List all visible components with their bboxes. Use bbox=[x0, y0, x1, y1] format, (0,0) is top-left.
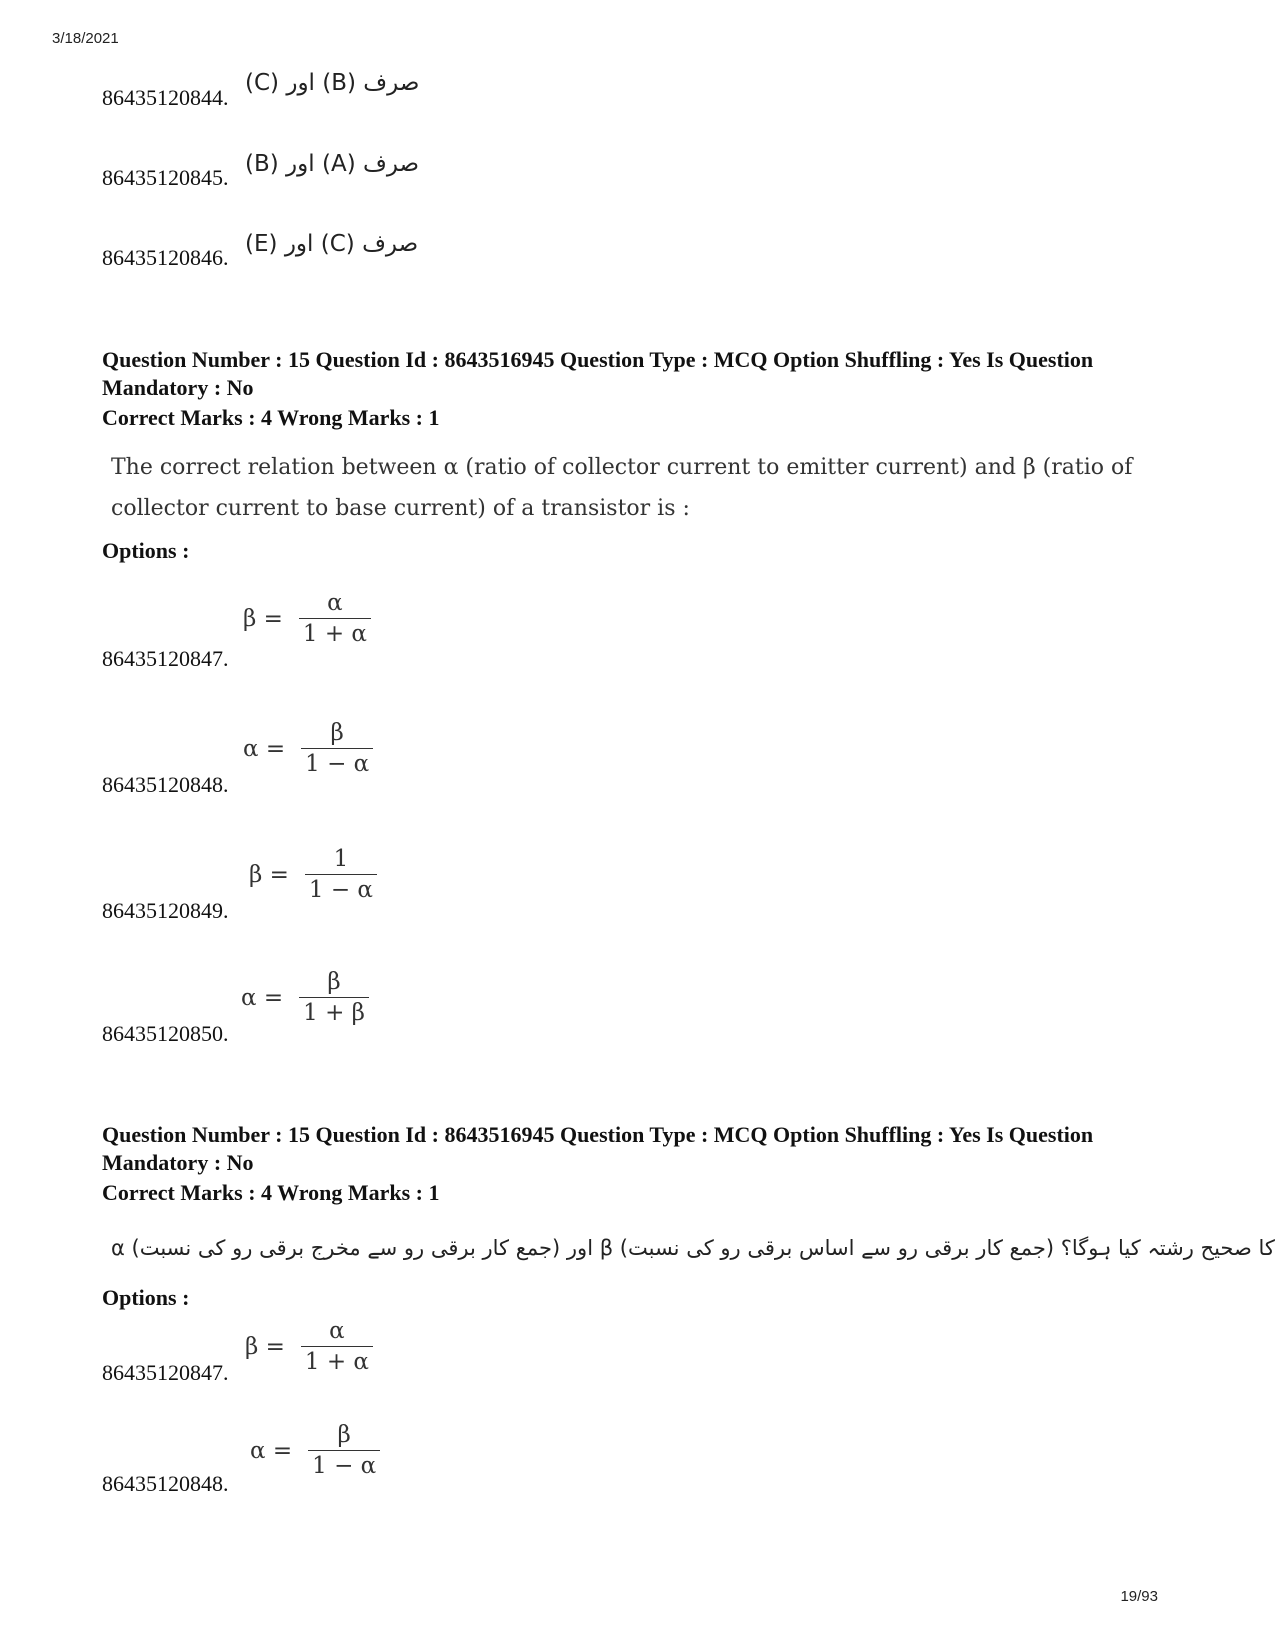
fraction-denominator: 1 − α bbox=[301, 748, 373, 777]
option-text: صرف (B) اور (C) bbox=[245, 70, 420, 96]
option-id: 86435120846. bbox=[102, 245, 229, 270]
option-formula bbox=[245, 1318, 373, 1375]
option-id: 86435120845. bbox=[102, 165, 229, 190]
fraction bbox=[299, 969, 369, 1026]
fraction bbox=[305, 846, 377, 903]
fraction bbox=[301, 1318, 373, 1375]
fraction-numerator: β bbox=[337, 1422, 351, 1448]
option-formula bbox=[249, 846, 377, 903]
fraction bbox=[301, 720, 373, 777]
question-header: Question Number : 15 Question Id : 8643516945 Question Type : MCQ Option Shuffling : Yes Is Question Mandatory : No bbox=[102, 1122, 1094, 1175]
option-text: صرف (C) اور (E) bbox=[245, 231, 419, 257]
fraction-denominator: 1 − α bbox=[305, 874, 377, 903]
option-formula bbox=[243, 720, 373, 777]
fraction bbox=[299, 590, 371, 647]
question-header: Question Number : 15 Question Id : 8643516945 Question Type : MCQ Option Shuffling : Yes Is Question Mandatory : No bbox=[102, 347, 1094, 400]
fraction-denominator: 1 + α bbox=[301, 1346, 373, 1375]
option-text: صرف (A) اور (B) bbox=[245, 151, 420, 177]
option-id: 86435120847. bbox=[102, 646, 229, 671]
question-marks: Correct Marks : 4 Wrong Marks : 1 bbox=[102, 1180, 440, 1205]
option-id: 86435120849. bbox=[102, 898, 229, 923]
formula-lhs: α = bbox=[241, 984, 284, 1011]
fraction-numerator: α bbox=[327, 590, 343, 616]
option-id: 86435120848. bbox=[102, 772, 229, 797]
formula-lhs: α = bbox=[243, 735, 286, 762]
fraction-numerator: β bbox=[327, 969, 341, 995]
fraction-numerator: α bbox=[329, 1318, 345, 1344]
fraction bbox=[308, 1422, 380, 1479]
page-number: 19/93 bbox=[1120, 1588, 1158, 1605]
option-formula bbox=[250, 1422, 380, 1479]
formula-lhs: β = bbox=[249, 861, 289, 888]
formula-lhs: α = bbox=[250, 1437, 293, 1464]
fraction-denominator: 1 + α bbox=[299, 618, 371, 647]
fraction-denominator: 1 − α bbox=[308, 1450, 380, 1479]
fraction-denominator: 1 + β bbox=[299, 997, 369, 1026]
option-id: 86435120847. bbox=[102, 1360, 229, 1385]
option-id: 86435120848. bbox=[102, 1471, 229, 1496]
question-marks: Correct Marks : 4 Wrong Marks : 1 bbox=[102, 405, 440, 430]
formula-lhs: β = bbox=[245, 1333, 285, 1360]
fraction-numerator: 1 bbox=[333, 846, 349, 872]
question-text: α (جمع کار برقی رو سے مخرج برقی رو کی نسبت) اور β (جمع کار برقی رو سے اساس برقی رو کی نسبت) کا صحیح رشتہ کیا ہوگا؟ bbox=[111, 1236, 1275, 1260]
question-text: The correct relation between α (ratio of collector current to emitter current) and β (ratio of collector current to base current) of a transistor is : bbox=[111, 455, 1133, 521]
option-formula bbox=[241, 969, 369, 1026]
option-id: 86435120850. bbox=[102, 1021, 229, 1046]
formula-lhs: β = bbox=[243, 605, 283, 632]
print-date: 3/18/2021 bbox=[52, 30, 119, 47]
option-id: 86435120844. bbox=[102, 85, 229, 110]
options-label: Options : bbox=[102, 538, 190, 563]
options-label: Options : bbox=[102, 1285, 190, 1310]
option-formula bbox=[243, 590, 371, 647]
fraction-numerator: β bbox=[330, 720, 344, 746]
